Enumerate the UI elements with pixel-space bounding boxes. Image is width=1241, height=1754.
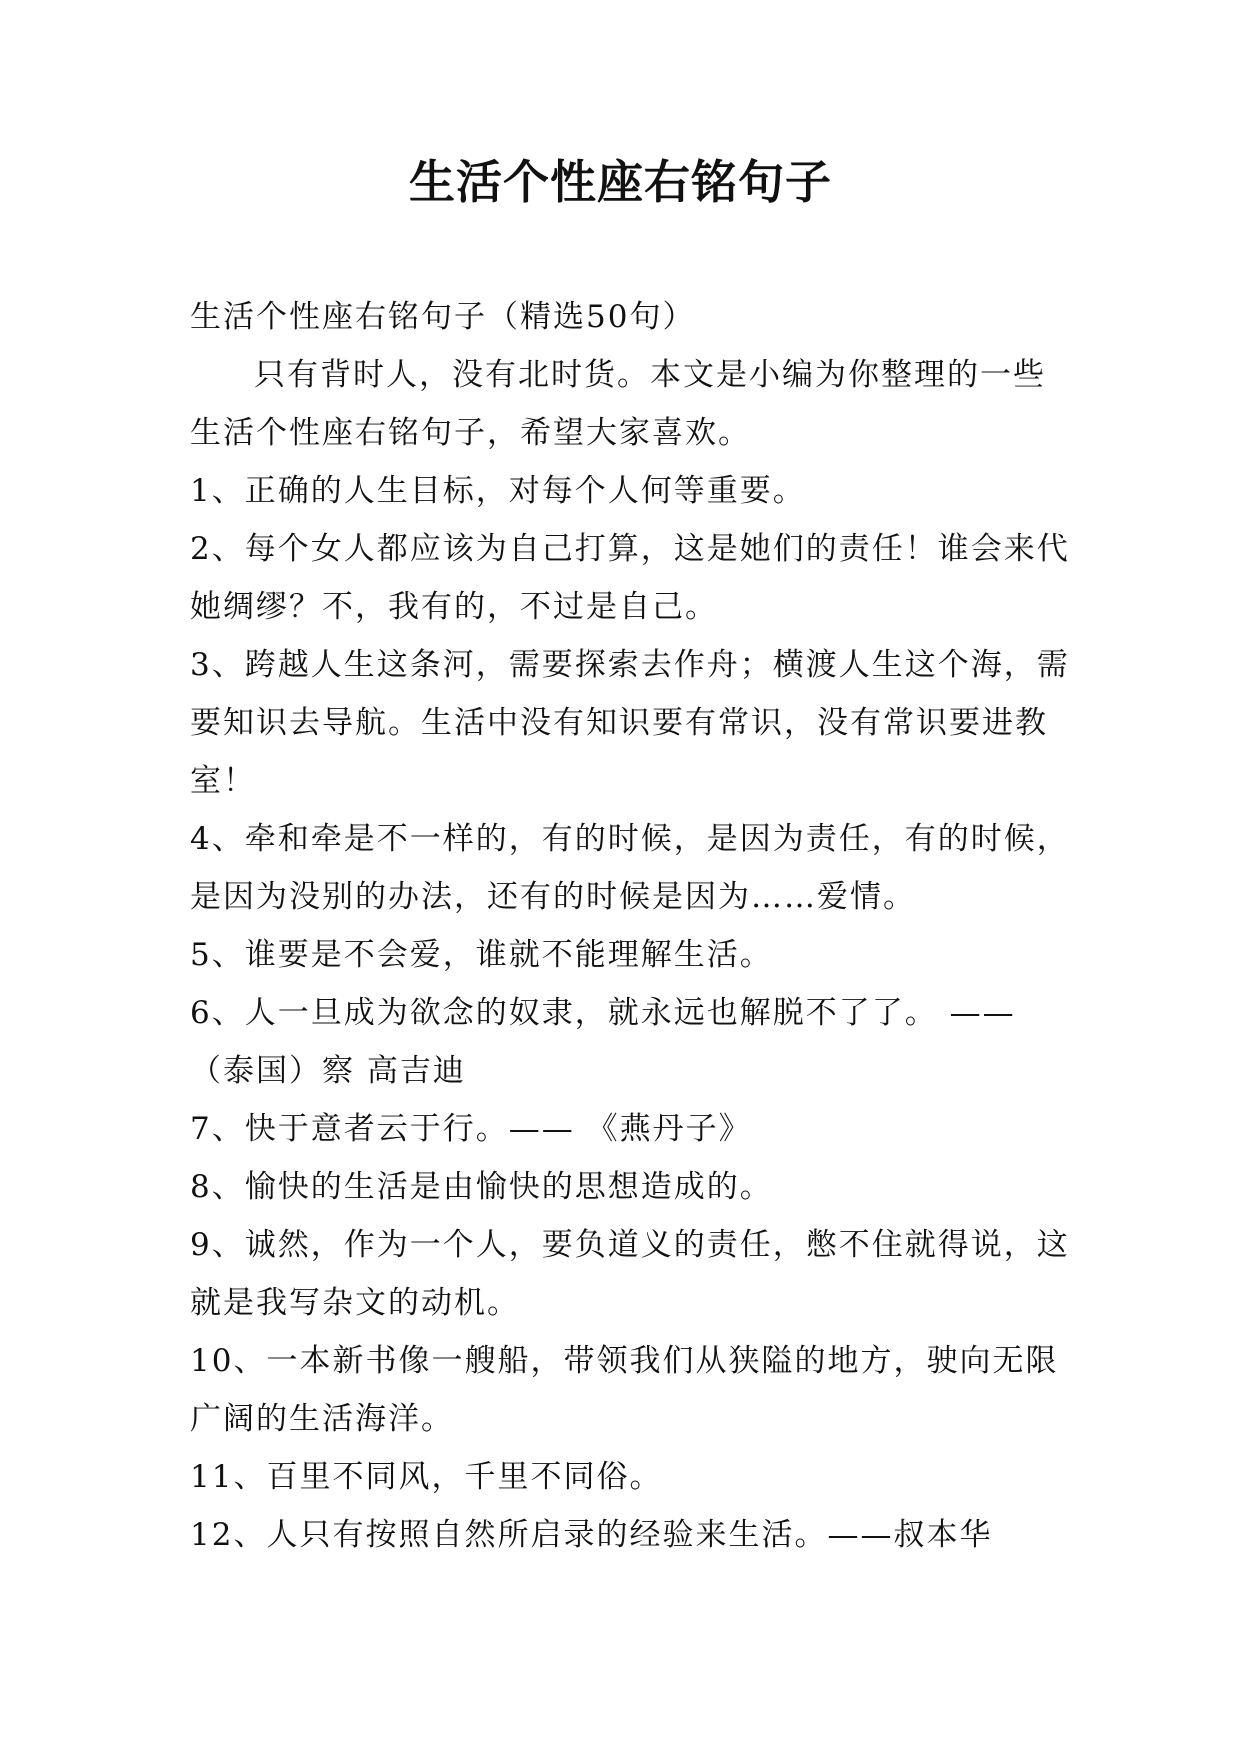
quote-item-4: 4、牵和牵是不一样的，有的时候，是因为责任，有的时候，是因为没别的办法，还有的时候是因为……爱情。 <box>190 821 1070 915</box>
document-title: 生活个性座右铭句子 <box>409 155 832 209</box>
intro-paragraph: 只有背时人，没有北时货。本文是小编为你整理的一些生活个性座右铭句子，希望大家喜欢。 <box>190 357 1046 451</box>
document-subtitle: 生活个性座右铭句子（精选50句） <box>190 299 696 335</box>
quote-item-7: 7、快于意者云于行。—— 《燕丹子》 <box>190 1111 752 1147</box>
quote-item-8: 8、愉快的生活是由愉快的思想造成的。 <box>190 1169 773 1205</box>
document-body <box>190 288 1070 1564</box>
quote-item-6: 6、人一旦成为欲念的奴隶，就永远也解脱不了了。 ——（泰国）察 高吉迪 <box>190 995 1016 1089</box>
quote-item-3: 3、跨越人生这条河，需要探索去作舟；横渡人生这个海，需要知识去导航。生活中没有知识要有常识，没有常识要进教室！ <box>190 647 1070 799</box>
quote-item-11: 11、百里不同风，千里不同俗。 <box>190 1459 663 1495</box>
quote-item-2: 2、每个女人都应该为自己打算，这是她们的责任！谁会来代她绸缪？不，我有的，不过是自己。 <box>190 531 1070 625</box>
quote-item-9: 9、诚然，作为一个人，要负道义的责任，憋不住就得说，这就是我写杂文的动机。 <box>190 1227 1070 1321</box>
quote-item-12: 12、人只有按照自然所启录的经验来生活。——叔本华 <box>190 1517 993 1553</box>
quote-item-5: 5、谁要是不会爱，谁就不能理解生活。 <box>190 937 773 973</box>
quote-item-10: 10、一本新书像一艘船，带领我们从狭隘的地方，驶向无限广阔的生活海洋。 <box>190 1343 1059 1437</box>
quote-item-1: 1、正确的人生目标，对每个人何等重要。 <box>190 473 806 509</box>
